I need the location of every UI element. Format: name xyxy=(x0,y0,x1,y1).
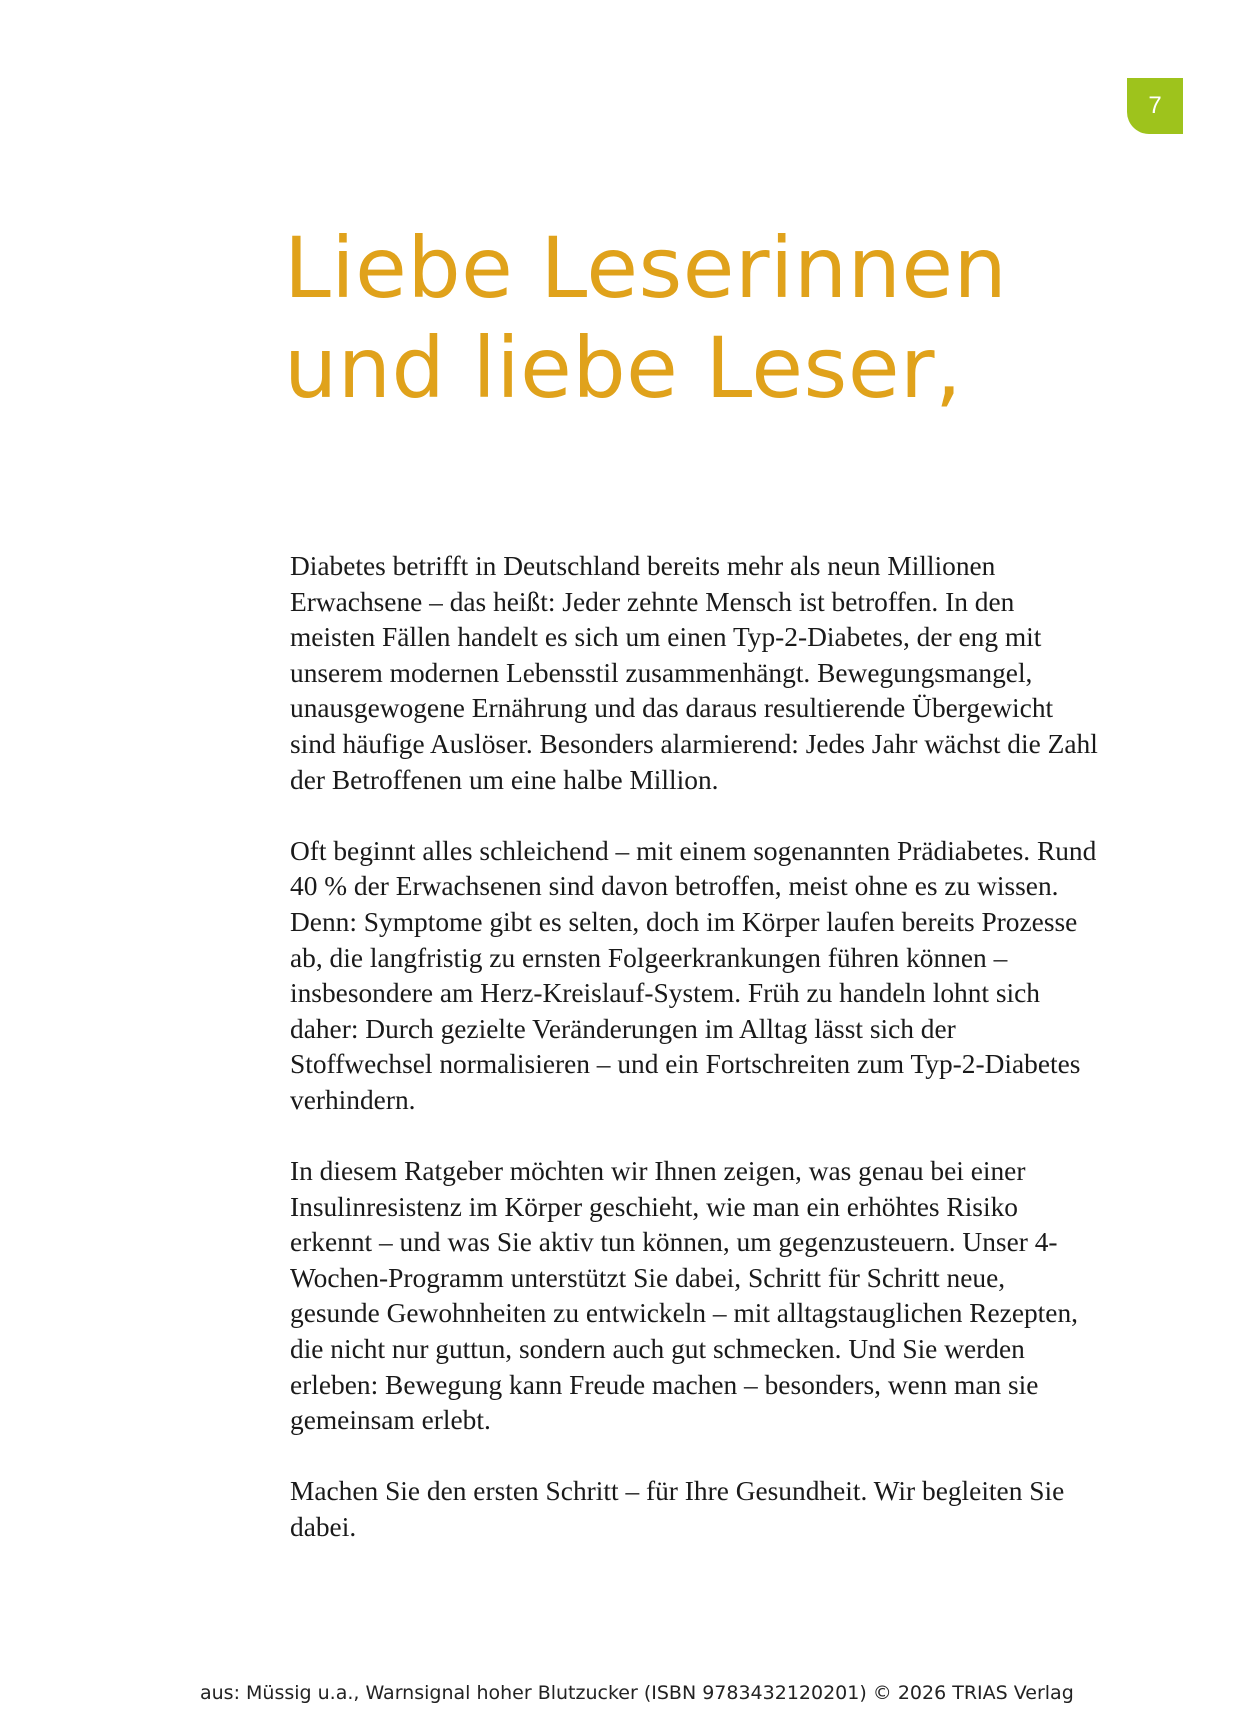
body-text xyxy=(290,549,1100,1581)
page-number: 7 xyxy=(1148,92,1162,119)
paragraph-2: Oft beginnt alles schleichend – mit einem sogenannten Prädiabetes. Rund 40 % der Erwachsenen sind davon betroffen, meist ohne es zu wissen. Denn: Symptome gibt es selten, doch im Körper laufen bereits Prozesse ab, die langfristig zu ernsten Folgeerkrankungen führen können – insbesondere am Herz-Kreislauf-System. Früh zu handeln lohnt sich daher: Durch gezielte Veränderungen im Alltag lässt sich der Stoffwechsel normalisieren – und ein Fortschreiten zum Typ-2-Diabetes verhindern. xyxy=(290,835,1097,1115)
paragraph-4: Machen Sie den ersten Schritt – für Ihre Gesundheit. Wir begleiten Sie dabei. xyxy=(290,1476,1065,1543)
title-line-1: Liebe Leserinnen xyxy=(284,219,1008,317)
page-title xyxy=(284,218,1184,418)
source-credit: aus: Müssig u.a., Warnsignal hoher Blutzucker (ISBN 9783432120201) © 2026 TRIAS Verlag xyxy=(200,1682,1074,1704)
paragraph-3: In diesem Ratgeber möchten wir Ihnen zeigen, was genau bei einer Insulinresistenz im Körper geschieht, wie man ein erhöhtes Risiko erkennt – und was Sie aktiv tun können, um gegenzusteuern. Unser 4-Wochen-Programm unterstützt Sie dabei, Schritt für Schritt neue, gesunde Gewohnheiten zu entwickeln – mit alltagstauglichen Rezepten, die nicht nur guttun, sondern auch gut schmecken. Und Sie werden erleben: Bewegung kann Freude machen – besonders, wenn man sie gemeinsam erlebt. xyxy=(290,1156,1078,1436)
title-line-2: und liebe Leser, xyxy=(284,319,963,417)
page-number-badge xyxy=(1127,78,1183,134)
paragraph-1: Diabetes betrifft in Deutschland bereits mehr als neun Millionen Erwachsene – das heißt: Jeder zehnte Mensch ist betroffen. In den meisten Fällen handelt es sich um einen Typ-2-Diabetes, der eng mit unserem modernen Lebensstil zusammenhängt. Bewegungsmangel, unausgewogene Ernährung und das daraus resultierende Übergewicht sind häufige Auslöser. Besonders alarmierend: Jedes Jahr wächst die Zahl der Betroffenen um eine halbe Million. xyxy=(290,551,1098,795)
